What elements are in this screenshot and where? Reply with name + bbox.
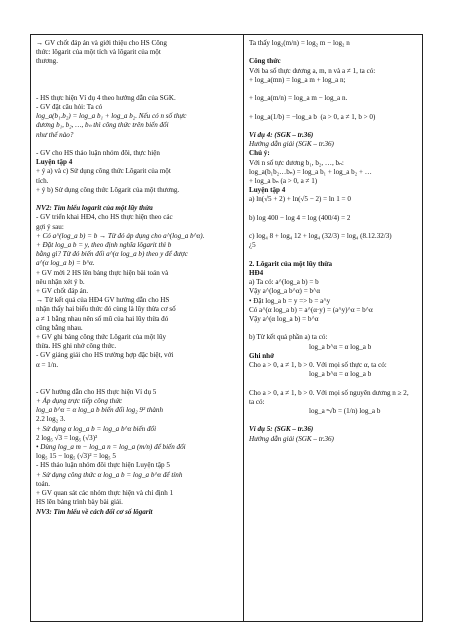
right-text-line: b) log 400 − log 4 = log (400/4) = 2 (249, 213, 351, 222)
right-text-line: a) ln(√5 + 2) + ln(√5 − 2) = ln 1 = 0 (249, 195, 351, 204)
left-text-line: log₅ 15 − log₅ (√3)² = log₅ 5 (36, 452, 116, 461)
right-text-line: log_a b^α = α log_a b (309, 370, 372, 379)
right-text-line: + log_a(1/b) = −log_a b (a > 0, a ≠ 1, b > 0) (249, 112, 376, 121)
right-text-line: log_a b^α = α log_a b (309, 342, 372, 351)
left-text-line: - GV giảng giải cho HS trường hợp đặc biệt, với (36, 351, 174, 360)
left-text-line: + Sử dụng công thức α log_a b = log_a b^α để tính (36, 470, 183, 479)
left-text-line (36, 140, 238, 149)
left-text-line: Luyện tập 4 (36, 158, 73, 167)
left-text-line: a^(α log_a b) = b^α. (36, 259, 95, 268)
left-text-line: α = 1/n. (36, 360, 59, 369)
left-text-line: + GV ghi bảng công thức Lôgarit của một lũy (36, 333, 167, 342)
right-text-line: + log_a(m/n) = log_a m − log_a n. (249, 94, 348, 103)
left-text-line: thừa. HS ghi nhớ công thức. (36, 342, 117, 351)
right-text-line (249, 48, 419, 57)
right-text-line (249, 205, 419, 214)
left-text-line: 2.2 log₂ 3. (36, 415, 66, 424)
right-text-line (249, 223, 419, 232)
right-text-line: ta có: (249, 397, 265, 406)
left-text-line: tích. (36, 176, 49, 185)
teacher-student-activities-column (31, 35, 244, 621)
right-text-line: Chú ý: (249, 149, 270, 158)
left-text-line (36, 85, 238, 94)
right-text-line: ¿5 (249, 241, 256, 250)
right-text-line (249, 122, 419, 131)
left-text-line: • Dùng log_a m − log_a n = log_a (m/n) để biến đổi (36, 443, 186, 452)
left-text-line: + Có a^(log_a b) = b → Từ đó áp dụng cho a^(log_a b^α). (36, 231, 205, 240)
right-text-line: Luyện tập 4 (249, 186, 286, 195)
right-text-line: log_a(b₁b₂…bₙ) = log_a b₁ + log_a b₂ + … (249, 167, 372, 176)
right-text-line (249, 416, 419, 425)
left-text-line: - HS thực hiện Ví dụ 4 theo hướng dẫn của SGK. (36, 93, 176, 102)
right-text-line (249, 85, 419, 94)
right-text-line: Hướng dẫn giải (SGK – tr.36) (249, 434, 334, 443)
lesson-content-column (244, 35, 424, 621)
left-text-line: + Đặt log_a b = y, theo định nghĩa lôgarit thì b (36, 241, 172, 250)
right-text-line: Ghi nhớ (249, 351, 275, 360)
left-text-line: a ≠ 1 bằng nhau nên số mũ của hai lũy thừa đó (36, 314, 169, 323)
left-text-line: + Áp dụng trực tiếp công thức (36, 397, 123, 406)
right-text-line: Hướng dẫn giải (SGK – tr.36) (249, 140, 334, 149)
right-text-line: Cho a > 0, a ≠ 1, b > 0. Với mọi số nguyên dương n ≥ 2, (249, 388, 409, 397)
left-text-line: NV3: Tìm hiểu về cách đổi cơ số lôgarit (36, 507, 153, 516)
right-text-line: c) log₄ 8 + log₄ 12 + log₄ (32/3) = log₄ (8.12.32/3) (249, 232, 392, 241)
left-text-line: + GV quan sát các nhóm thực hiện và chỉ định 1 (36, 489, 174, 498)
left-text-line: nêu nhận xét ý b. (36, 277, 85, 286)
left-text-line: + GV chốt đáp án. (36, 287, 89, 296)
right-text-line: Ví dụ 5: (SGK – tr.36) (249, 425, 314, 434)
left-text-line: - GV cho HS thảo luận nhóm đôi, thực hiện (36, 149, 160, 157)
left-text-line (36, 195, 238, 204)
left-text-line: thương. (36, 57, 58, 66)
left-text-line: thức: lôgarit của một tích và lôgarit của một (36, 48, 161, 57)
left-text-line: - GV hướng dẫn cho HS thực hiện Ví dụ 5 (36, 387, 157, 396)
left-text-line: - GV triển khai HĐ4, cho HS thực hiện theo các (36, 213, 173, 222)
right-text-line: + log_a bₙ (a > 0, a ≠ 1) (249, 176, 318, 185)
right-text-line (249, 103, 419, 112)
left-text-line: cũng bằng nhau. (36, 323, 83, 332)
right-text-line (249, 251, 419, 260)
right-text-line (249, 379, 419, 388)
left-text-line: 2 log₅ √3 = log₅ (√3)² (36, 433, 98, 442)
right-text-line: Vậy a^(α log_a b) = b^α (249, 314, 319, 323)
left-text-line: nhận thấy hai biểu thức đó cùng là lũy thừa cơ số (36, 305, 176, 314)
left-text-line: → Từ kết quả của HĐ4 GV hướng dẫn cho HS (36, 296, 170, 305)
left-text-line: như thế nào? (36, 130, 74, 139)
right-text-line: • Đặt log_a b = y => b = a^y (249, 296, 331, 305)
right-text-line: Với ba số thực dương a, m, n và a ≠ 1, ta có: (249, 66, 376, 75)
left-text-line: NV2: Tìm hiểu logarit của một lũy thừa (36, 204, 153, 213)
right-text-line: HĐ4 (249, 268, 264, 277)
left-text-line: - GV đặt câu hỏi: Ta có (36, 103, 103, 111)
left-text-line: gợi ý sau: (36, 222, 64, 231)
left-text-line: toán. (36, 479, 50, 488)
left-text-line: bằng gì? Từ đó biến đổi a^(α log_a b) theo y để được (36, 250, 188, 259)
right-text-line: log_a ⁿ√b = (1/n) log_a b (309, 406, 381, 415)
right-text-line: Có a^(α log_a b) = a^(α·y) = (a^y)^α = b^α (249, 305, 373, 314)
right-text-line: Ví dụ 4: (SGK – tr.36) (249, 130, 314, 139)
left-text-line: + ý b) Sử dụng công thức Lôgarit của một thương. (36, 185, 180, 194)
left-text-line: → GV chốt đáp án và giới thiệu cho HS Công (36, 39, 167, 47)
left-text-line: log_a(b₁.b₂) = log_a b₁ + log_a b₂. Nếu có n số thực (36, 112, 187, 121)
left-text-line (36, 370, 238, 388)
right-text-line: b) Từ kết quả phần a) ta có: (249, 333, 328, 342)
right-text-line: Công thức (249, 57, 281, 66)
left-text-line: log_a b^α = α log_a b biến đổi log₂ 9² thành (36, 406, 164, 415)
right-text-line: Vậy a^(log_a b^α) = b^α (249, 287, 321, 296)
right-text-line: Ta thấy log₂(m/n) = log₂ m − log₂ n (249, 39, 350, 47)
left-text-line: dương b₁, b₂, …, bₙ thì công thức trên biến đổi (36, 121, 169, 130)
left-text-line: - HS thảo luận nhóm đôi thực hiện Luyện tập 5 (36, 461, 170, 470)
right-text-line: Với n số tực dương b₁, b₂, …, bₙ: (249, 158, 344, 167)
left-text-line: + ý a) và c) Sử dụng công thức Lôgarit của một (36, 167, 171, 176)
right-text-line: + log_a(mn) = log_a m + log_a n; (249, 75, 346, 84)
left-text-line: + Sử dụng α log_a b = log_a b^α biến đổi (36, 424, 157, 433)
right-text-line: a) Ta có: a^(log_a b) = b (249, 278, 319, 287)
left-text-line: HS lên bảng trình bày bài giải. (36, 498, 123, 507)
left-text-line (36, 67, 238, 85)
lesson-page-table (30, 34, 423, 622)
right-text-line (249, 324, 419, 333)
left-text-line: + GV mời 2 HS lên bảng thực hiện bài toán và (36, 268, 169, 277)
right-text-line: 2. Lôgarit của một lũy thừa (249, 259, 333, 268)
right-text-line: Cho a > 0, a ≠ 1, b > 0. Với mọi số thực α, ta có: (249, 360, 387, 369)
